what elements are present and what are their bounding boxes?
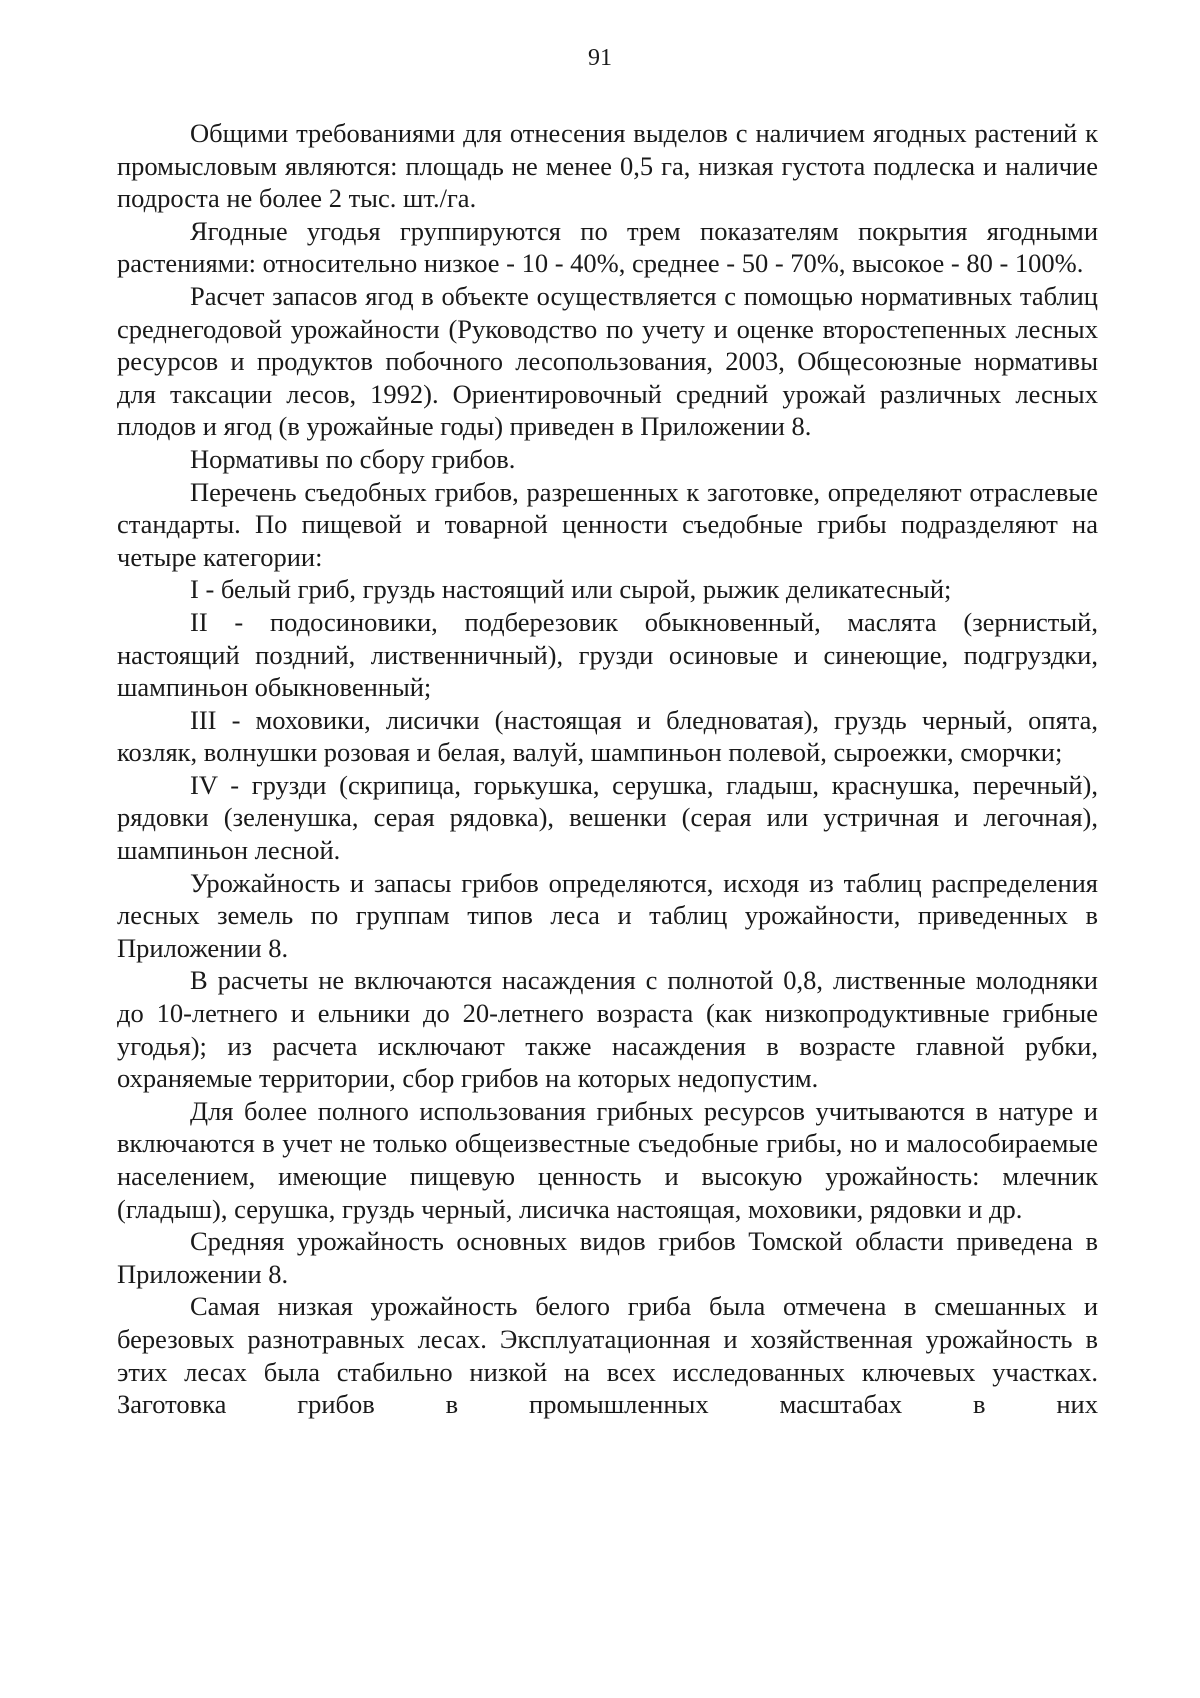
document-body bbox=[117, 117, 1098, 1421]
paragraph-calculation-exclusions: В расчеты не включаются насаждения с полнотой 0,8, лиственные молодняки до 10-летнего и ельники до 20-летнего возраста (как низкопродуктивные грибные угодья); из расчета исключают также насаждения в возрасте главной рубки, охраняемые территории, сбор грибов на которых недопустим. bbox=[117, 965, 1098, 1094]
paragraph-berry-requirements: Общими требованиями для отнесения выделов с наличием ягодных растений к промысловым являются: площадь не менее 0,5 га, низкая густота подлеска и наличие подроста не более 2 тыс. шт./га. bbox=[117, 118, 1098, 214]
paragraph-mushroom-norms-heading: Нормативы по сбору грибов. bbox=[190, 443, 516, 474]
paragraph-category-4: IV - грузди (скрипица, горькушка, серушка, гладыш, краснушка, перечный), рядовки (зеленушка, серая рядовка), вешенки (серая или устричная и легочная), шампиньон лесной. bbox=[117, 769, 1098, 866]
paragraph-category-2: II - подосиновики, подберезовик обыкновенный, маслята (зернистый, настоящий поздний, лиственничный), грузди осиновые и синеющие, подгруздки, шампиньон обыкновенный; bbox=[117, 606, 1098, 703]
paragraph-resource-usage: Для более полного использования грибных ресурсов учитываются в натуре и включаются в учет не только общеизвестные съедобные грибы, но и малособираемые населением, имеющие пищевую ценность и высокую урожайность: млечник (гладыш), серушка, груздь черный, лисичка настоящая, моховики, рядовки и др. bbox=[117, 1095, 1098, 1224]
page-number: 91 bbox=[588, 45, 612, 71]
paragraph-category-3: III - моховики, лисички (настоящая и бледноватая), груздь черный, опята, козляк, волнушки розовая и белая, валуй, шампиньон полевой, сыроежки, сморчки; bbox=[117, 704, 1098, 768]
paragraph-category-1: I - белый гриб, груздь настоящий или сырой, рыжик деликатесный; bbox=[190, 574, 952, 605]
paragraph-mushroom-categories-intro: Перечень съедобных грибов, разрешенных к заготовке, определяют отраслевые стандарты. По пищевой и товарной ценности съедобные грибы подразделяют на четыре категории: bbox=[117, 476, 1098, 572]
paragraph-average-yield: Средняя урожайность основных видов грибов Томской области приведена в Приложении 8. bbox=[117, 1226, 1098, 1289]
paragraph-white-mushroom-yield: Самая низкая урожайность белого гриба была отмечена в смешанных и березовых разнотравных лесах. Эксплуатационная и хозяйственная урожайность в этих лесах была стабильно низкой на всех исследованных ключевых участках. Заготовка грибов в промышленных масштабах в них bbox=[117, 1291, 1098, 1420]
paragraph-yield-reserves: Урожайность и запасы грибов определяются, исходя из таблиц распределения лесных земель по группам типов леса и таблиц урожайности, приведенных в Приложении 8. bbox=[117, 867, 1098, 963]
paragraph-berry-reserves-calculation: Расчет запасов ягод в объекте осуществляется с помощью нормативных таблиц среднегодовой урожайности (Руководство по учету и оценке второстепенных лесных ресурсов и продуктов побочного лесопользования, 2003, Общесоюзные нормативы для таксации лесов, 1992). Ориентировочный средний урожай различных лесных плодов и ягод (в урожайные годы) приведен в Приложении 8. bbox=[117, 280, 1098, 442]
paragraph-berry-coverage-groups: Ягодные угодья группируются по трем показателям покрытия ягодными растениями: относительно низкое - 10 - 40%, среднее - 50 - 70%, высокое - 80 - 100%. bbox=[117, 215, 1098, 279]
